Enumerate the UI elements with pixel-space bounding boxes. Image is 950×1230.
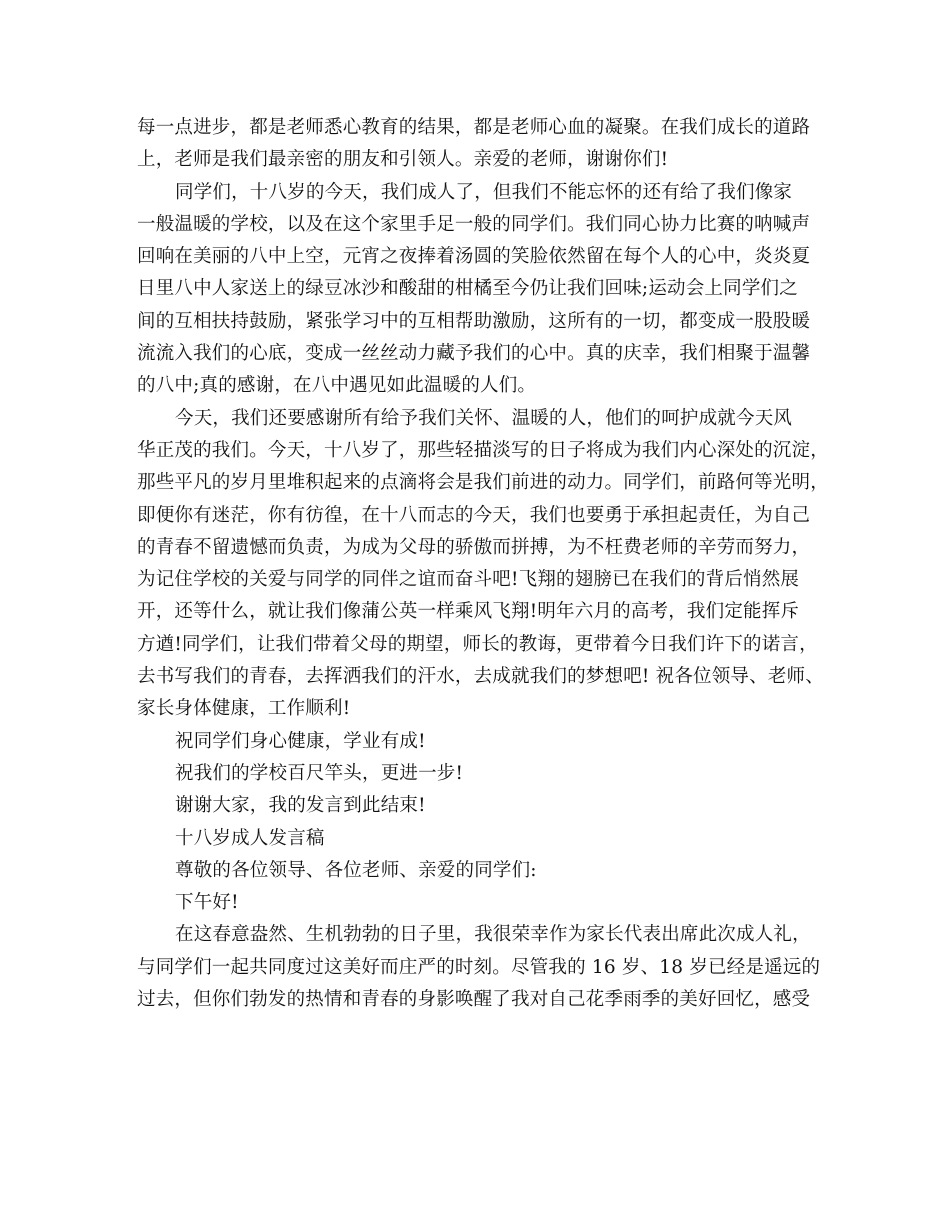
text-line: 过去，但你们勃发的热情和青春的身影唤醒了我对自己花季雨季的美好回忆，感受 bbox=[137, 989, 811, 1011]
text-line: 回响在美丽的八中上空，元宵之夜捧着汤圆的笑脸依然留在每个人的心中，炎炎夏 bbox=[137, 246, 811, 268]
text-line: 尊敬的各位领导、各位老师、亲爱的同学们: bbox=[175, 859, 537, 881]
text-line: 开，还等什么，就让我们像蒲公英一样乘风飞翔!明年六月的高考，我们定能挥斥 bbox=[137, 601, 800, 623]
text-line: 的青春不留遗憾而负责，为成为父母的骄傲而拼搏，为不枉费老师的辛劳而努力， bbox=[137, 536, 811, 558]
text-line: 家长身体健康，工作顺利! bbox=[137, 698, 351, 720]
document-page bbox=[137, 112, 827, 1016]
text-line: 华正茂的我们。今天，十八岁了，那些轻描淡写的日子将成为我们内心深处的沉淀， bbox=[137, 439, 829, 461]
text-line: 谢谢大家，我的发言到此结束! bbox=[175, 795, 426, 817]
text-line: 与同学们一起共同度过这美好而庄严的时刻。尽管我的 16 岁、18 岁已经是遥远的 bbox=[137, 956, 821, 978]
text-line: 祝我们的学校百尺竿头，更进一步! bbox=[175, 762, 464, 784]
text-line: 同学们，十八岁的今天，我们成人了，但我们不能忘怀的还有给了我们像家 bbox=[175, 181, 793, 203]
text-line: 间的互相扶持鼓励，紧张学习中的互相帮助激励，这所有的一切，都变成一股股暖 bbox=[137, 310, 811, 332]
text-line: 的八中;真的感谢，在八中遇见如此温暖的人们。 bbox=[137, 375, 537, 397]
text-line: 下午好! bbox=[175, 892, 239, 914]
text-line: 去书写我们的青春，去挥洒我们的汗水，去成就我们的梦想吧! 祝各位领导、老师、 bbox=[137, 666, 824, 688]
text-line: 那些平凡的岁月里堆积起来的点滴将会是我们前进的动力。同学们，前路何等光明， bbox=[137, 472, 829, 494]
text-line: 流流入我们的心底，变成一丝丝动力藏予我们的心中。真的庆幸，我们相聚于温馨 bbox=[137, 343, 811, 365]
text-line: 十八岁成人发言稿 bbox=[175, 827, 325, 849]
text-line: 为记住学校的关爱与同学的同伴之谊而奋斗吧!飞翔的翅膀已在我们的背后悄然展 bbox=[137, 569, 800, 591]
text-line: 在这春意盎然、生机勃勃的日子里，我很荣幸作为家长代表出席此次成人礼， bbox=[175, 924, 811, 946]
text-line: 今天，我们还要感谢所有给予我们关怀、温暖的人，他们的呵护成就今天风 bbox=[175, 407, 793, 429]
text-line: 一般温暖的学校，以及在这个家里手足一般的同学们。我们同心协力比赛的呐喊声 bbox=[137, 213, 811, 235]
text-line: 每一点进步，都是老师悉心教育的结果，都是老师心血的凝聚。在我们成长的道路 bbox=[137, 117, 811, 138]
text-line: 祝同学们身心健康，学业有成! bbox=[175, 730, 426, 752]
text-line: 上，老师是我们最亲密的朋友和引领人。亲爱的老师，谢谢你们! bbox=[137, 149, 669, 171]
text-line: 日里八中人家送上的绿豆冰沙和酸甜的柑橘至今仍让我们回味;运动会上同学们之 bbox=[137, 278, 798, 300]
text-line: 即便你有迷茫，你有彷徨，在十八而志的今天，我们也要勇于承担起责任，为自己 bbox=[137, 504, 811, 526]
text-line: 方遒!同学们，让我们带着父母的期望，师长的教诲，更带着今日我们许下的诺言， bbox=[137, 633, 818, 655]
